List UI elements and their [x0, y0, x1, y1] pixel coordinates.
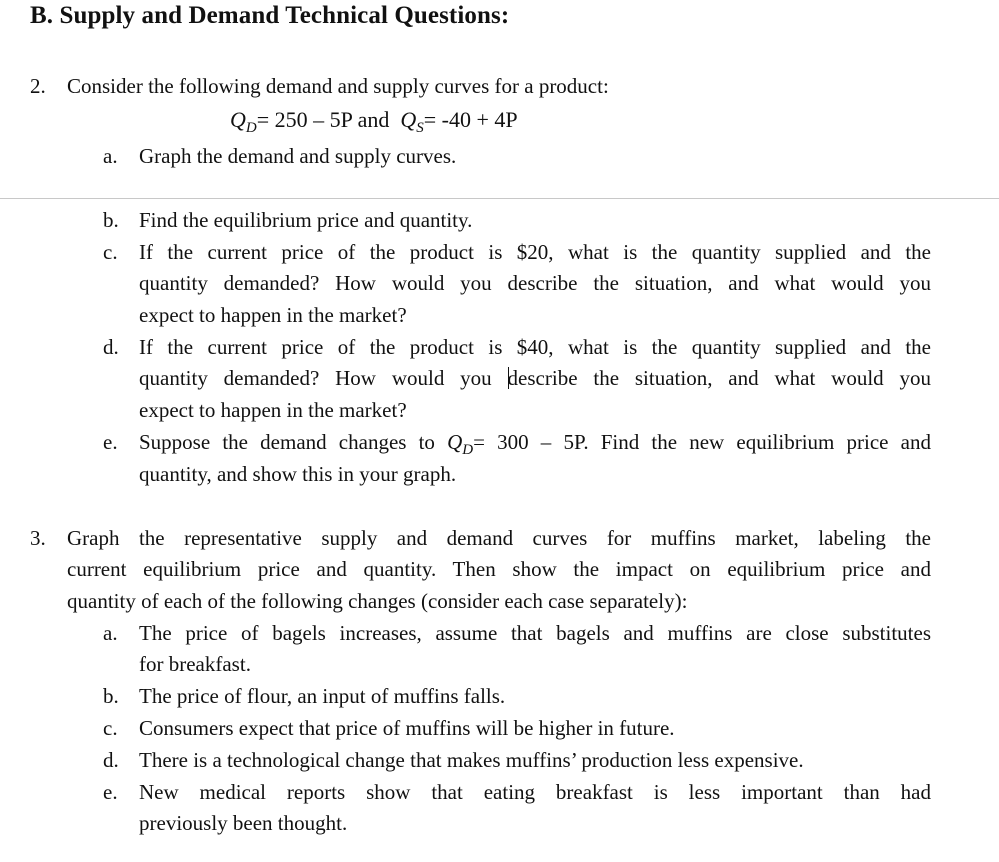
- qd-rhs: = 250 – 5P: [256, 107, 353, 132]
- section-heading: B. Supply and Demand Technical Questions:: [30, 2, 510, 29]
- qs-symbol: Q: [400, 107, 417, 132]
- q3e-line2: previously been thought.: [139, 811, 348, 835]
- q2a-text: Graph the demand and supply curves.: [139, 144, 457, 168]
- q2d-line3: expect to happen in the market?: [139, 398, 407, 422]
- q2e-q-symbol: Q: [447, 430, 463, 454]
- q2e-line1-start: Suppose the demand changes to: [139, 430, 448, 454]
- q3-line1: Graph the representative supply and demand curves for muffins market, labeling the: [67, 526, 931, 550]
- q3d-label: d.: [103, 748, 119, 772]
- q2d-line2-end: describe the situation, and what would you: [507, 366, 932, 390]
- q3e-line1: New medical reports show that eating breakfast is less important than had: [139, 780, 931, 804]
- qs-rhs: = -40 + 4P: [423, 107, 518, 132]
- q2d-line1: If the current price of the product is $40, what is the quantity supplied and the: [139, 335, 931, 359]
- qs-subscript: S: [416, 120, 424, 136]
- qd-subscript: D: [245, 120, 257, 136]
- q3a-label: a.: [103, 621, 118, 645]
- q2d-line2-start: quantity demanded? How would you: [139, 366, 508, 390]
- q2-intro: Consider the following demand and supply curves for a product:: [67, 74, 609, 98]
- q2d-label: d.: [103, 335, 119, 359]
- q3a-line1: The price of bagels increases, assume that bagels and muffins are close substitutes: [139, 621, 931, 645]
- q2e-label: e.: [103, 430, 118, 454]
- q2e-line2: quantity, and show this in your graph.: [139, 462, 457, 486]
- equation-and: and: [357, 107, 390, 132]
- q3-line2: current equilibrium price and quantity. Then show the impact on equilibrium price and: [67, 557, 931, 581]
- q3b-text: The price of flour, an input of muffins falls.: [139, 684, 506, 708]
- q2-equation: [230, 104, 518, 144]
- q2c-label: c.: [103, 240, 118, 264]
- q2c-line3: expect to happen in the market?: [139, 303, 407, 327]
- q3c-label: c.: [103, 716, 118, 740]
- q3-line3: quantity of each of the following changes (consider each case separately):: [67, 589, 688, 613]
- q3b-label: b.: [103, 684, 119, 708]
- q3c-text: Consumers expect that price of muffins will be higher in future.: [139, 716, 675, 740]
- q2a-label: a.: [103, 144, 118, 168]
- q3e-label: e.: [103, 780, 118, 804]
- q2c-line1: If the current price of the product is $20, what is the quantity supplied and the: [139, 240, 931, 264]
- q2e-line1-end: = 300 – 5P. Find the new equilibrium price and: [473, 430, 931, 454]
- q2e-q-subscript: D: [462, 442, 474, 458]
- q3a-line2: for breakfast.: [139, 652, 251, 676]
- q3-number: 3.: [30, 526, 46, 550]
- q2d-line2[interactable]: [139, 363, 931, 394]
- q2c-line2: quantity demanded? How would you describe the situation, and what would you: [139, 271, 931, 295]
- page-divider: [0, 198, 999, 199]
- q2b-text: Find the equilibrium price and quantity.: [139, 208, 473, 232]
- q3d-text: There is a technological change that makes muffins’ production less expensive.: [139, 748, 804, 772]
- qd-symbol: Q: [230, 107, 246, 132]
- q2-number: 2.: [30, 74, 46, 98]
- q2b-label: b.: [103, 208, 119, 232]
